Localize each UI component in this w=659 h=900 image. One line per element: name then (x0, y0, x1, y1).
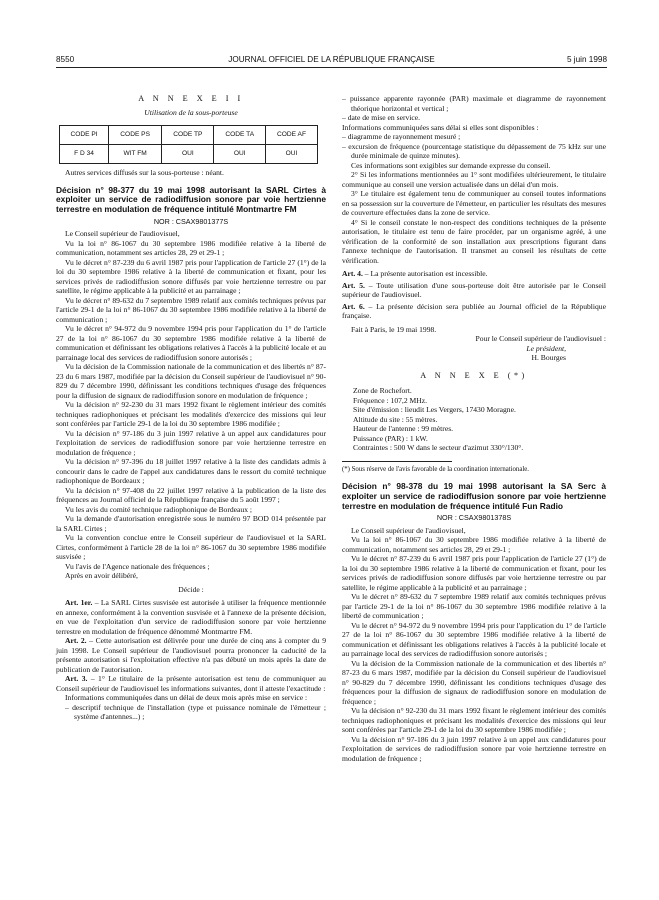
table-cell: F D 34 (60, 145, 109, 164)
annexe-line: Site d'émission : lieudit Les Vergers, 17430 Moragne. (353, 405, 516, 414)
issue-date: 5 juin 1998 (566, 55, 607, 64)
recital-paragraph: Vu la décision n° 97-186 du 3 juin 1997 relative à un appel aux candidatures pour l'exploitation de services de radiodiffusion sonore par voie hertzienne terrestre en modulation de fréquence ; (342, 734, 606, 763)
footnote: (*) Sous réserve de l'avis favorable de la coordination internationale. (342, 461, 452, 475)
list-item: – puissance apparente rayonnée (PAR) maximale et diagramme de rayonnement théorique horizontal et vertical ; (342, 94, 606, 113)
recital-paragraph: Vu la décision n° 97-396 du 18 juillet 1997 relative à la liste des candidats admis à concourir dans le cadre de l'appel aux candidatures dans le ressort du comité technique radiophonique de Bordeaux ; (56, 457, 326, 486)
article-text: – La présente autorisation est incessible. (362, 269, 488, 278)
article-paragraph (342, 281, 606, 300)
recital-paragraph: Vu la convention conclue entre le Conseil supérieur de l'audiovisuel et la SARL Cirtes, conformément à l'article 28 de la loi n° 86-1067 du 30 septembre 1986 modifiée susvisée ; (56, 533, 326, 562)
journal-title: JOURNAL OFFICIEL DE LA RÉPUBLIQUE FRANÇAISE (228, 55, 435, 64)
annexe-title: A N N E X E (*) (420, 370, 528, 380)
annexe-line: Altitude du site : 55 mètres. (353, 414, 438, 424)
recital-paragraph: Vu le décret n° 94-972 du 9 novembre 1994 pris pour l'application du 1° de l'article 27 de la loi n° 86-1067 du 30 septembre 1986 modifiée relative à la liberté de communication et définissant les obligations relatives à l'accès à la publicité locale et au parrainage local des services de radiodiffusion sonore autorisés ; (56, 324, 326, 362)
article-paragraph (56, 674, 326, 693)
recital-paragraph: Vu la décision de la Commission nationale de la communication et des libertés n° 87-23 du 6 mars 1987, modifiée par la décision du Conseil supérieur de l'audiovisuel n° 90-829 du 7 décembre 1990, définissant les conditions techniques d'usage des fréquences pour la diffusion de signaux de radiodiffusion sonore en modulation de fréquence ; (342, 658, 606, 706)
table-header-cell: CODE PI (60, 126, 109, 145)
annexe-line: Hauteur de l'antenne : 99 mètres. (353, 424, 454, 433)
article-label: Art. 5. (342, 280, 365, 290)
body-paragraph: 4° Si le conseil constate le non-respect des conditions techniques de la présente autorisation, le titulaire est tenu de faire procéder, par un organisme agréé, à une vérification de la conformité de son installation aux prescriptions figurant dans l'annexe technique de l'autorisation. Il transmet au conseil les résultats de cette vérification. (342, 217, 606, 265)
decision-recitals (56, 229, 326, 581)
recital-paragraph: Vu la décision de la Commission nationale de la communication et des libertés n° 87-23 du 6 mars 1987, modifiée par la décision du Conseil supérieur de l'audiovisuel n° 90-829 du 7 décembre 1990, définissant les conditions techniques d'usage des fréquences pour la diffusion de signaux de radiodiffusion sonore en modulation de fréquence ; (56, 362, 326, 400)
table-header-cell: CODE PS (109, 126, 162, 145)
decide-heading: Décide : (178, 584, 204, 594)
article-text: – Cette autorisation est délivrée pour une durée de cinq ans à compter du 9 juin 1998. Le Conseil supérieur de l'audiovisuel pourra prononcer la caducité de la présente autorisation si l'exploitation effective n'a pas débuté un mois après la date de publication de l'autorisation. (56, 636, 326, 674)
decision-title: Décision n° 98-378 du 19 mai 1998 autorisant la SA Serc à exploiter un service de radiodiffusion sonore par voie hertzienne terrestre en modulation de fréquence intitulé Fun Radio (342, 481, 606, 511)
recital-paragraph: Vu la décision n° 92-230 du 31 mars 1992 fixant le règlement intérieur des comités techniques radiophoniques et précisant les modalités d'exercice des missions qui leur sont conférées par l'article 29-1 de la loi du 30 septembre 1986 modifiée ; (342, 706, 606, 735)
recital-paragraph: Le Conseil supérieur de l'audiovisuel, (65, 229, 180, 239)
article-paragraph (342, 269, 606, 279)
info-line: Informations communiquées sans délai si elles sont disponibles : (342, 122, 539, 132)
table-header-row (60, 126, 318, 145)
annexe-ii-title: A N N E X E I I (138, 94, 244, 103)
article-paragraph (56, 636, 326, 674)
recital-paragraph: Vu la demande d'autorisation enregistrée sous le numéro 97 BOD 014 présentée par la SARL Cirtes ; (56, 514, 326, 533)
article-label: Art. 2. (65, 636, 87, 646)
recital-paragraph: Vu la décision n° 97-186 du 3 juin 1997 relative à un appel aux candidatures pour l'exploitation de services de radiodiffusion sonore par voie hertzienne terrestre en modulation de fréquence ; (56, 428, 326, 457)
list-item: – date de mise en service. (342, 113, 421, 122)
nor-reference: NOR : CSAX9801378S (436, 513, 512, 523)
signature-for: Pour le Conseil supérieur de l'audiovisuel : (475, 334, 606, 343)
recital-paragraph: Vu le décret n° 87-239 du 6 avril 1987 pris pour l'application de l'article 27 (1°) de la loi du 30 septembre 1986 relative à la liberté de communication et fixant, pour les services privés de radiodiffusion sonore diffusés par voie hertzienne terrestre ou par satellite, le régime applicable à la publicité et au parrainage ; (56, 257, 326, 296)
annexe-line: Contraintes : 500 W dans le secteur d'azimut 330°/130°. (353, 443, 524, 452)
body-paragraph: 2° Si les informations mentionnées au 1° sont modifiées ultérieurement, le titulaire communique au conseil une version actualisée dans un délai d'un mois. (342, 170, 606, 189)
recital-paragraph: Vu le décret n° 94-972 du 9 novembre 1994 pris pour l'application du 1° de l'article 27 de la loi n° 86-1067 du 30 septembre 1986 modifiée relative à la liberté de communication et définissant les obligations relatives à l'accès à la publicité locale et au parrainage local des services de radiodiffusion sonore autorisés ; (342, 620, 606, 659)
subcarrier-codes-table (59, 125, 318, 164)
page-number: 8550 (56, 55, 75, 64)
recital-paragraph: Vu le décret n° 89-632 du 7 septembre 1989 relatif aux comités techniques prévus par l'article 29-1 de la loi n° 86-1067 du 30 septembre 1986 modifiée relative à la liberté de communication ; (342, 592, 606, 621)
list-item: – excursion de fréquence (pourcentage statistique du dépassement de 75 kHz sur une durée minimale de quinze minutes). (342, 141, 606, 160)
annexe-line: Fréquence : 107,2 MHz. (353, 395, 428, 405)
article-label: Art. 6. (342, 301, 365, 311)
article-text: – 1° Le titulaire de la présente autorisation est tenu de communiquer au Conseil supérieur de l'audiovisuel les informations suivantes, dont il atteste l'exactitude : (56, 674, 326, 693)
table-row (60, 145, 318, 164)
list-item: – descriptif technique de l'installation (type et puissance nominale de l'émetteur ; système d'antennes...) ; (65, 702, 326, 722)
recital-paragraph: Le Conseil supérieur de l'audiovisuel, (351, 525, 466, 535)
body-paragraph: 3° Le titulaire est également tenu de communiquer au conseil toutes informations en sa possession sur la couverture de l'émetteur, en particulier les résultats des mesures de couverture effectuées dans la zone de service. (342, 189, 606, 217)
annexe-details (342, 386, 606, 453)
article-paragraph (342, 302, 606, 321)
recital-paragraph: Vu l'avis de l'Agence nationale des fréquences ; (65, 561, 210, 571)
recital-paragraph: Vu la loi n° 86-1067 du 30 septembre 1986 modifiée relative à la liberté de communication, notamment ses articles 28, 29 et 29-1 ; (342, 535, 606, 554)
article-label: Art. 3. (65, 674, 88, 684)
annexe-line: Zone de Rochefort. (353, 386, 412, 395)
recital-paragraph: Vu la décision n° 92-230 du 31 mars 1992 fixant le règlement intérieur des comités techniques radiophoniques et précisant les modalités d'exercice des missions qui leur sont conférées par l'article 29-1 de la loi du 30 septembre 1986 modifiée ; (56, 400, 326, 429)
table-cell: OUI (266, 145, 318, 164)
other-services-note: Autres services diffusés sur la sous-porteuse : néant. (65, 168, 224, 177)
article-text: – La présente décision sera publiée au Journal officiel de la République française. (342, 301, 606, 320)
article-text: – La SARL Cirtes susvisée est autorisée à utiliser la fréquence mentionnée en annexe, conformément à la convention susvisée et à l'annexe de la présente décision, en vue de l'exploitation d'un service de radiodiffusion sonore par voie hertzienne terrestre en modulation de fréquence dénommé Montmartre FM. (56, 598, 327, 636)
table-cell: OUI (214, 145, 266, 164)
right-column (342, 94, 606, 763)
signature-place-date: Fait à Paris, le 19 mai 1998. (351, 324, 437, 334)
left-column (56, 94, 326, 722)
info-line: Informations communiquées dans un délai de deux mois après mise en service : (65, 693, 308, 703)
decision-title: Décision n° 98-377 du 19 mai 1998 autorisant la SARL Cirtes à exploiter un service de radiodiffusion sonore par voie hertzienne terrestre en modulation de fréquence intitulé Montmartre FM (56, 184, 326, 215)
article-paragraph (56, 598, 326, 636)
recital-paragraph: Vu les avis du comité technique radiophonique de Bordeaux ; (65, 504, 253, 514)
recital-paragraph: Vu la loi n° 86-1067 du 30 septembre 1986 modifiée relative à la liberté de communication, notamment ses articles 28, 29 et 29-1 ; (56, 238, 326, 258)
table-cell: OUI (162, 145, 214, 164)
recital-paragraph: Vu la décision n° 97-408 du 22 juillet 1997 relative à la publication de la liste des fréquences au Journal officiel de la République française du 5 août 1997 ; (56, 485, 326, 505)
nor-reference: NOR : CSAX9801377S (153, 216, 229, 226)
page-header (56, 54, 607, 68)
recital-paragraph: Vu le décret n° 87-239 du 6 avril 1987 pris pour l'application de l'article 27 (1°) de la loi du 30 septembre 1986 relative à la liberté de communication et fixant, pour les services privés de radiodiffusion sonore diffusés par voie hertzienne terrestre ou par satellite, le régime applicable à la publicité et au parrainage ; (342, 554, 606, 592)
list-item: – diagramme de rayonnement mesuré ; (342, 132, 461, 141)
article-label: Art. 1er. (65, 598, 93, 608)
body-paragraph: Ces informations sont exigibles sur demande expresse du conseil. (351, 160, 551, 170)
recital-paragraph: Après en avoir délibéré, (65, 571, 138, 581)
signature-role: Le président, (526, 343, 566, 353)
table-header-cell: CODE AF (266, 126, 318, 145)
annexe-line: Puissance (PAR) : 1 kW. (353, 433, 428, 443)
table-header-cell: CODE TA (214, 126, 266, 145)
article-text: – Toute utilisation d'une sous-porteuse doit être autorisée par le Conseil supérieur de l'audiovisuel. (342, 280, 606, 299)
recital-paragraph: Vu le décret n° 89-632 du 7 septembre 1989 relatif aux comités techniques prévus par l'article 29-1 de la loi n° 86-1067 du 30 septembre 1986 modifiée relative à la liberté de communication ; (56, 295, 326, 324)
signature-name: H. Bourges (531, 353, 566, 362)
table-cell: WIT FM (109, 145, 162, 164)
table-header-cell: CODE TP (162, 126, 214, 145)
annexe-ii-subtitle: Utilisation de la sous-porteuse (144, 107, 238, 117)
article-label: Art. 4. (342, 269, 363, 278)
